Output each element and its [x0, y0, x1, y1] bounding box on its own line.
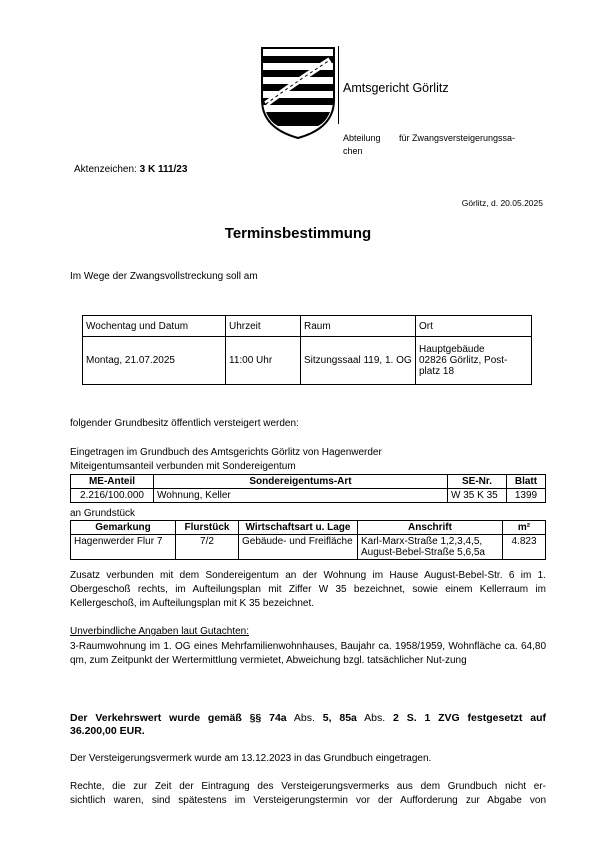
page-title: Terminsbestimmung: [224, 225, 372, 242]
court-name: Amtsgericht Görlitz: [343, 81, 449, 95]
plot-table: [70, 520, 546, 560]
plot-header-address: Anschrift: [358, 521, 503, 535]
appointment-date: Montag, 21.07.2025: [83, 337, 226, 385]
rechte-line-1: Rechte, die zur Zeit der Eintragung des Versteigerungsvermerks aus dem Grundbuch nicht er-: [70, 781, 546, 792]
intro-text: Im Wege der Zwangsvollstreckung soll am: [70, 271, 258, 282]
plot-gemarkung: Hagenwerder Flur 7: [71, 535, 176, 560]
plot-area: 4.823: [503, 535, 546, 560]
se-sheet: 1399: [507, 489, 546, 503]
appointment-header-place: Ort: [416, 316, 532, 337]
department-line2: chen: [343, 146, 363, 156]
plot-address-line1: Karl-Marx-Straße 1,2,3,4,5,: [361, 536, 483, 547]
market-value-amount: 36.200,00 EUR.: [70, 725, 145, 737]
file-reference-label: Aktenzeichen:: [74, 164, 137, 175]
special-ownership-table: [70, 474, 546, 503]
market-value-text: [70, 711, 546, 725]
value-part-3: 2 S. 1 ZVG festgesetzt auf: [393, 712, 546, 724]
plot-address: [358, 535, 503, 560]
file-reference: [74, 164, 187, 175]
appointment-room: Sitzungssaal 119, 1. OG: [301, 337, 416, 385]
plot-flurstueck: 7/2: [176, 535, 239, 560]
header-divider: [338, 46, 339, 124]
plot-address-line2: August-Bebel-Straße 5,6,5a: [361, 547, 485, 558]
gutachten-heading: Unverbindliche Angaben laut Gutachten:: [70, 626, 250, 637]
se-header-sheet: Blatt: [507, 475, 546, 489]
department-line1: für Zwangsversteigerungssa-: [399, 133, 516, 143]
registry-line-2: Miteigentumsanteil verbunden mit Sondereigentum: [70, 461, 296, 472]
se-header-number: SE-Nr.: [448, 475, 507, 489]
gutachten-text: 3-Raumwohnung im 1. OG eines Mehrfamilienwohnhauses, Baujahr ca. 1958/1959, Wohnfläche ca. 64,80 qm, zum Zeitpunkt der Wertermittlung vermietet, Abweichung bzgl. tatsächlicher Nut-zung: [70, 641, 546, 666]
appointment-place-line3: platz 18: [419, 366, 455, 377]
appointment-header-room: Raum: [301, 316, 416, 337]
appointment-header-date: Wochentag und Datum: [83, 316, 226, 337]
appointment-table: [82, 315, 532, 385]
vermerk-text: Der Versteigerungsvermerk wurde am 13.12.2023 in das Grundbuch eingetragen.: [70, 753, 432, 764]
appointment-place: [416, 337, 532, 385]
se-type: Wohnung, Keller: [154, 489, 448, 503]
value-abs-2: Abs.: [364, 712, 386, 724]
appointment-time: 11:00 Uhr: [226, 337, 301, 385]
plot-header-gemarkung: Gemarkung: [71, 521, 176, 535]
se-header-share: ME-Anteil: [71, 475, 154, 489]
plot-header-area: m²: [503, 521, 546, 535]
appointment-place-line2: 02826 Görlitz, Post-: [419, 355, 508, 366]
plot-header-flurstueck: Flurstück: [176, 521, 239, 535]
plot-art: Gebäude- und Freifläche: [239, 535, 358, 560]
zusatz-text: Zusatz verbunden mit dem Sondereigentum an der Wohnung im Hause August-Bebel-Str. 6 im 1. Obergeschoß rechts, im Aufteilungsplan mit Ziffer W 35 bezeichnet, sowie einem Kellerraum im Kellergeschoß, im Aufteilungsplan mit K 35 bezeichnet.: [70, 570, 546, 609]
se-share: 2.216/100.000: [71, 489, 154, 503]
rechte-line-2: sichtlich waren, sind spätestens im Versteigerungstermin vor der Aufforderung zur Abgabe von: [70, 795, 546, 806]
se-number: W 35 K 35: [448, 489, 507, 503]
appointment-place-line1: Hauptgebäude: [419, 344, 485, 355]
an-grundstueck-label: an Grundstück: [70, 508, 136, 519]
value-part-1: Der Verkehrswert wurde gemäß §§ 74a: [70, 712, 287, 724]
place-date: Görlitz, d. 20.05.2025: [461, 198, 543, 208]
appointment-header-time: Uhrzeit: [226, 316, 301, 337]
value-abs-1: Abs.: [293, 712, 315, 724]
se-header-type: Sondereigentums-Art: [154, 475, 448, 489]
auction-text: folgender Grundbesitz öffentlich versteigert werden:: [70, 418, 299, 429]
department-label: Abteilung: [343, 133, 381, 143]
plot-header-art: Wirtschaftsart u. Lage: [239, 521, 358, 535]
coat-of-arms-logo: [260, 46, 336, 140]
registry-line-1: Eingetragen im Grundbuch des Amtsgerichts Görlitz von Hagenwerder: [70, 447, 382, 458]
value-part-2: 5, 85a: [322, 712, 357, 724]
file-reference-value: 3 K 111/23: [139, 164, 188, 175]
